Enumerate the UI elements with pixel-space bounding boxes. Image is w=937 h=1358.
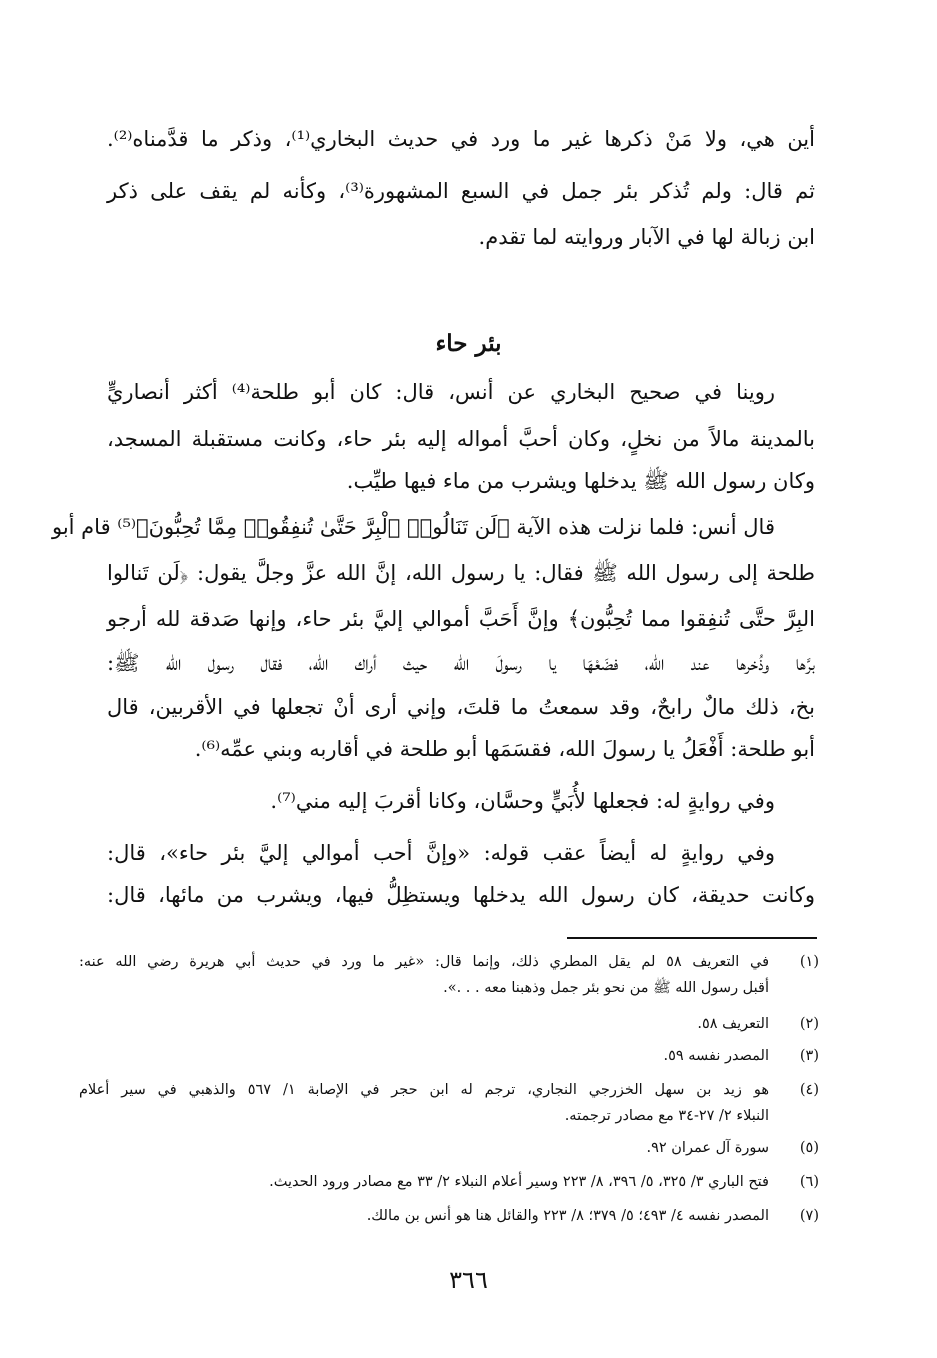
- body-line: وكان رسول الله ﷺ يدخلها ويشرب من ماء فيها طيِّب.: [346, 469, 815, 493]
- footnote-line: هو زيد بن سهل الخزرجي النجاري، ترجم له ابن حجر في الإصابة ١/ ٥٦٧ والذهبي في سير أعلام: [79, 1082, 769, 1098]
- footnote-line: المصدر نفسه ٤/ ٤٩٣؛ ٥/ ٣٧٩؛ ٨/ ٢٢٣ والقائل هنا هو أنس بن مالك.: [366, 1208, 769, 1224]
- body-line: قال أنس: فلما نزلت هذه الآية ﴿لَن تَنَالُوا۟ ٱلْبِرَّ حَتَّىٰ تُنفِقُوا۟ مِمَّا تُحِبُّونَ﴾⁽⁵⁾ قام أبو: [51, 515, 775, 539]
- footnote-number: (٧): [799, 1208, 819, 1224]
- footnote-line: في التعريف ٥٨ لم يقل المطري ذلك، وإنما قال: «غير ما ورد في حديث أبي هريرة رضي الله عنه:: [79, 954, 769, 970]
- footnote-line: فتح الباري ٣/ ٣٢٥، ٥/ ٣٩٦، ٨/ ٢٢٣ وسير أعلام النبلاء ٢/ ٣٣ مع مصادر ورود الحديث.: [269, 1174, 769, 1190]
- body-line: وكانت حديقة، كان رسول الله يدخلها ويستظِلُّ فيها، ويشرب من مائها، قال:: [107, 883, 815, 907]
- footnote-number: (٦): [799, 1174, 819, 1190]
- footnote-line: النبلاء ٢/ ٢٧-٣٤ مع مصادر ترجمته.: [564, 1108, 769, 1124]
- footnote-line: سورة آل عمران ٩٢.: [646, 1140, 769, 1156]
- footnote-number: (٢): [799, 1016, 819, 1032]
- footnote-number: (٣): [799, 1048, 819, 1064]
- body-line: بخ، ذلك مالٌ رابحٌ، وقد سمعتُ ما قلتَ، وإني أرى أنْ تجعلها في الأقربين، قال: [107, 695, 815, 719]
- body-line: روينا في صحيح البخاري عن أنس، قال: كان أبو طلحة⁽⁴⁾ أكثر أنصاريٍّ: [107, 380, 775, 404]
- body-line: ابن زبالة لها في الآبار وروايته لما تقدم.: [478, 225, 815, 249]
- footnote-number: (٥): [799, 1140, 819, 1156]
- footnote-separator: [567, 937, 817, 939]
- body-line: البِرَّ حتَّى تُنفِقوا مما تُحِبُّون﴾ وإنَّ أَحَبَّ أموالي إليَّ بئر حاء، وإنها صَدقة لله أرجو: [107, 607, 815, 631]
- body-line: وفي روايةٍ له: فجعلها لأُبَيٍّ وحسَّان، وكانا أقربَ إليه مني⁽⁷⁾.: [270, 789, 775, 813]
- body-line: وفي روايةٍ له أيضاً عقب قوله: «وإنَّ أحب أموالي إليَّ بئر حاء»، قال:: [107, 841, 775, 865]
- section-heading: بئر حاء: [435, 330, 502, 357]
- footnote-number: (٤): [799, 1082, 819, 1098]
- footnote-line: المصدر نفسه ٥٩.: [663, 1048, 769, 1064]
- body-line: بالمدينة مالاً من نخلٍ، وكان أحبَّ أمواله إليه بئر حاء، وكانت مستقبلة المسجد،: [107, 427, 815, 451]
- footnote-line: التعريف ٥٨.: [697, 1016, 769, 1032]
- page-number: ٣٦٦: [449, 1266, 488, 1294]
- body-line: ثم قال: ولم تُذكر بئر جمل في السبع المشهورة⁽³⁾، وكأنه لم يقف على ذكر: [107, 179, 815, 203]
- body-line: برَّها وذُخرها عند الله، فضَعْهَا يا رسولَ الله حيث أراك الله، فقال رسول الله ﷺ:: [107, 651, 815, 675]
- footnote-number: (١): [799, 954, 819, 970]
- footnote-line: أقبل رسول الله ﷺ من نحو بئر جمل وذهبنا معه . . .».: [443, 980, 769, 996]
- body-line: أبو طلحة: أَفْعَلُ يا رسولَ الله، فقسَمَها أبو طلحة في أقاربه وبني عمِّه⁽⁶⁾.: [194, 737, 815, 761]
- body-line: طلحة إلى رسول الله ﷺ فقال: يا رسول الله، إنَّ الله عزَّ وجلَّ يقول: ﴿لَن تَنالوا: [107, 561, 815, 585]
- body-line: أين هي، ولا مَنْ ذكرها غير ما ورد في حديث البخاري⁽¹⁾، وذكر ما قدَّمناه⁽²⁾.: [107, 127, 815, 151]
